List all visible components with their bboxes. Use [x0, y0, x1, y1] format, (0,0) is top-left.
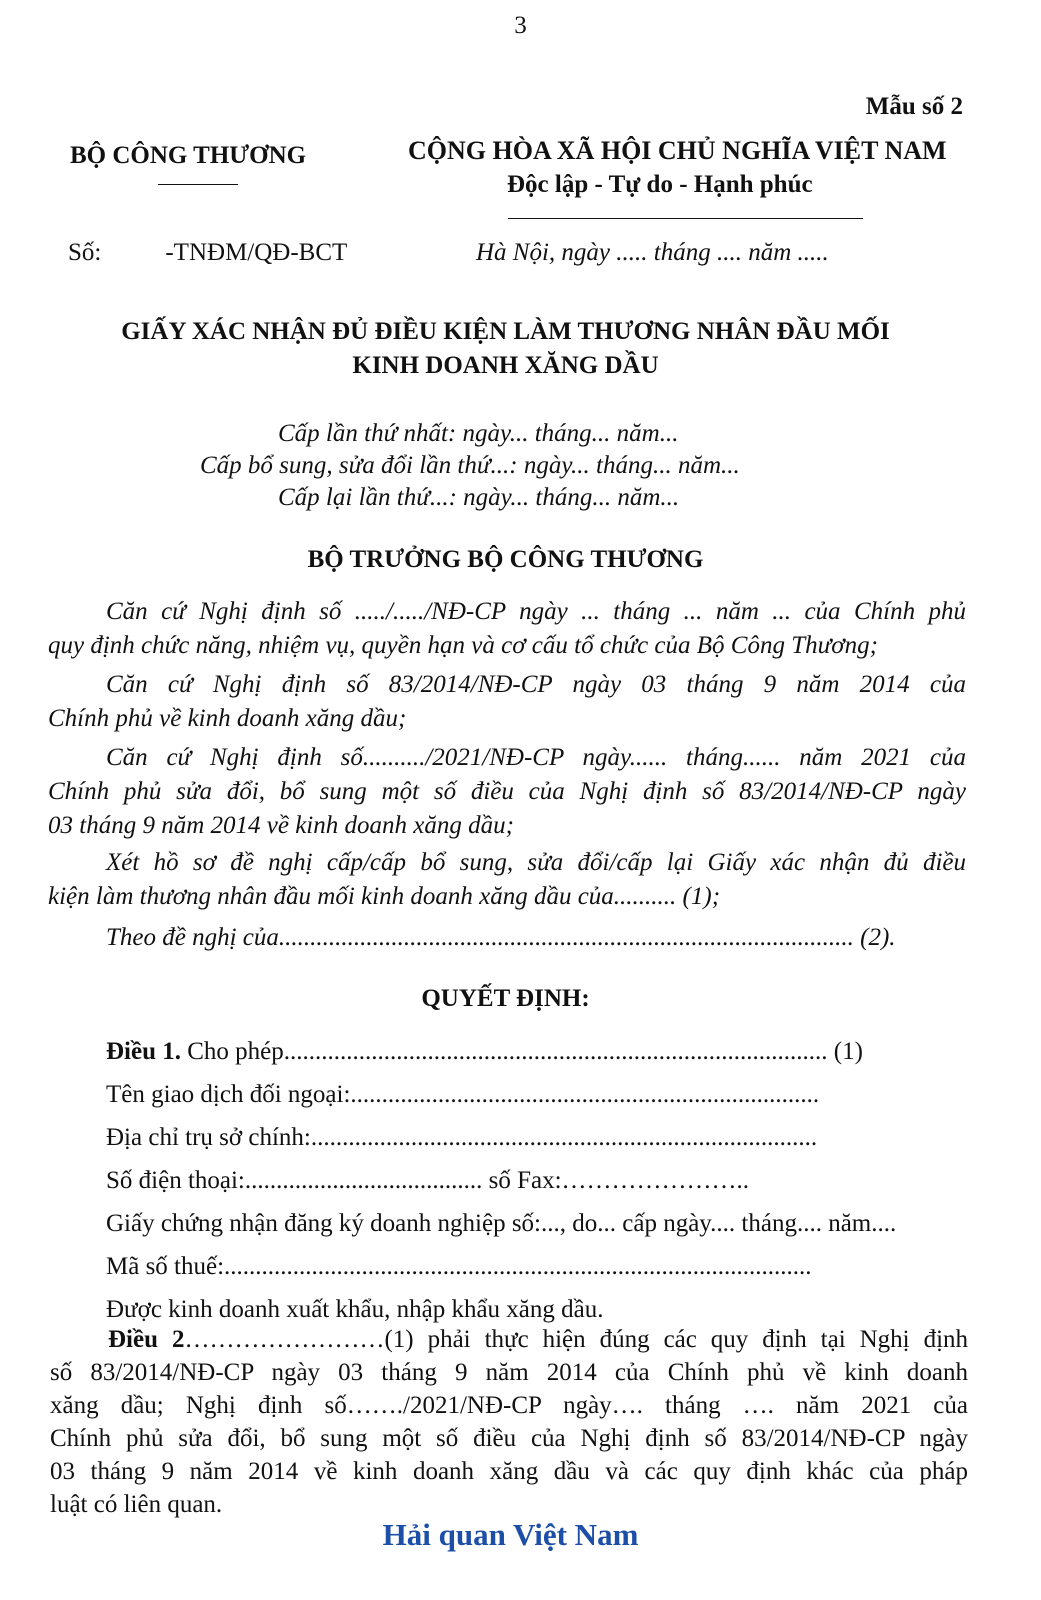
article-2-line	[50, 1323, 968, 1356]
place-date: Hà Nội, ngày ..... tháng .... năm .....	[476, 239, 829, 266]
issue-first: Cấp lần thứ nhất: ngày... tháng... năm...	[278, 420, 679, 447]
article-1-permitted: Được kinh doanh xuất khẩu, nhập khẩu xăng dầu.	[106, 1296, 604, 1323]
article-1-phone-fax: Số điện thoại:...................................... số Fax:…………………..	[106, 1167, 750, 1194]
article-2-line: 03 tháng 9 năm 2014 về kinh doanh xăng dầu và các quy định khác của pháp	[50, 1458, 968, 1485]
document-number-label: Số:	[68, 239, 102, 266]
issue-reissue: Cấp lại lần thứ...: ngày... tháng... năm...	[278, 484, 680, 511]
basis-paragraph	[48, 921, 966, 955]
article-2-line: luật có liên quan.	[50, 1491, 223, 1518]
article-1-allow	[106, 1030, 962, 1073]
article-1-business-registration: Giấy chứng nhận đăng ký doanh nghiệp số:..., do... cấp ngày.... tháng.... năm....	[106, 1210, 897, 1237]
national-motto: Độc lập - Tự do - Hạnh phúc	[507, 171, 813, 198]
article-1	[106, 1030, 962, 1331]
issue-supplement: Cấp bổ sung, sửa đổi lần thứ...: ngày... tháng... năm...	[200, 452, 740, 479]
article-1-head-office: Địa chỉ trụ sở chính:.................................................................................	[106, 1124, 818, 1151]
basis-line: Theo đề nghị của............................................................................................ (2).	[106, 924, 896, 951]
basis-line: Chính phủ về kinh doanh xăng dầu;	[48, 705, 407, 732]
form-number: Mẫu số 2	[865, 93, 963, 120]
document-number	[68, 239, 347, 267]
motto-underline	[508, 218, 863, 219]
ministry-underline	[158, 184, 238, 185]
article-2-line: Chính phủ sửa đổi, bổ sung một số điều của Nghị định số 83/2014/NĐ-CP ngày	[50, 1425, 968, 1452]
ministry-name: BỘ CÔNG THƯƠNG	[70, 142, 307, 169]
signer-title: BỘ TRƯỞNG BỘ CÔNG THƯƠNG	[307, 546, 704, 573]
basis-line: kiện làm thương nhân đầu mối kinh doanh xăng dầu của.......... (1);	[48, 883, 721, 910]
article-2-line-1-text: ……………………(1) phải thực hiện đúng các quy định tại Nghị định	[184, 1326, 968, 1353]
article-2	[50, 1323, 968, 1521]
basis-line: Chính phủ sửa đổi, bổ sung một số điều của Nghị định số 83/2014/NĐ-CP ngày	[48, 778, 966, 805]
article-2-line: xăng dầu; Nghị định số……./2021/NĐ-CP ngày…. tháng …. năm 2021 của	[50, 1392, 968, 1419]
basis-line: 03 tháng 9 năm 2014 về kinh doanh xăng dầu;	[48, 812, 514, 839]
basis-line: Căn cứ Nghị định số 83/2014/NĐ-CP ngày 03 tháng 9 năm 2014 của	[106, 671, 966, 698]
basis-paragraph	[48, 595, 966, 663]
basis-line: Căn cứ Nghị định số........../2021/NĐ-CP ngày...... tháng...... năm 2021 của	[106, 744, 966, 771]
basis-line: Căn cứ Nghị định số ...../...../NĐ-CP ngày ... tháng ... năm ... của Chính phủ	[106, 598, 966, 625]
decision-heading: QUYẾT ĐỊNH:	[421, 985, 590, 1012]
basis-paragraph	[48, 846, 966, 914]
basis-paragraph	[48, 741, 966, 843]
basis-line: Xét hồ sơ đề nghị cấp/cấp bổ sung, sửa đổi/cấp lại Giấy xác nhận đủ điều	[106, 849, 966, 876]
article-1-tax-code: Mã số thuế:..............................................................................................	[106, 1253, 812, 1280]
page-number: 3	[514, 12, 527, 39]
basis-paragraph	[48, 668, 966, 736]
article-1-allow-text: Cho phép....................................................................................... (1)	[181, 1038, 863, 1065]
article-1-label: Điều 1.	[106, 1038, 181, 1065]
document-number-suffix: -TNĐM/QĐ-BCT	[165, 239, 348, 266]
nation-name: CỘNG HÒA XÃ HỘI CHỦ NGHĨA VIỆT NAM	[408, 136, 947, 165]
article-1-foreign-name: Tên giao dịch đối ngoại:...........................................................................	[106, 1081, 820, 1108]
document-title-line-1: GIẤY XÁC NHẬN ĐỦ ĐIỀU KIỆN LÀM THƯƠNG NHÂN ĐẦU MỐI	[121, 318, 890, 345]
article-2-label: Điều 2	[108, 1326, 185, 1353]
basis-line: quy định chức năng, nhiệm vụ, quyền hạn và cơ cấu tổ chức của Bộ Công Thương;	[48, 632, 878, 659]
document-title-line-2: KINH DOANH XĂNG DẦU	[352, 352, 659, 379]
watermark-text: Hải quan Việt Nam	[382, 1517, 639, 1552]
article-2-line: số 83/2014/NĐ-CP ngày 03 tháng 9 năm 2014 của Chính phủ về kinh doanh	[50, 1359, 968, 1386]
